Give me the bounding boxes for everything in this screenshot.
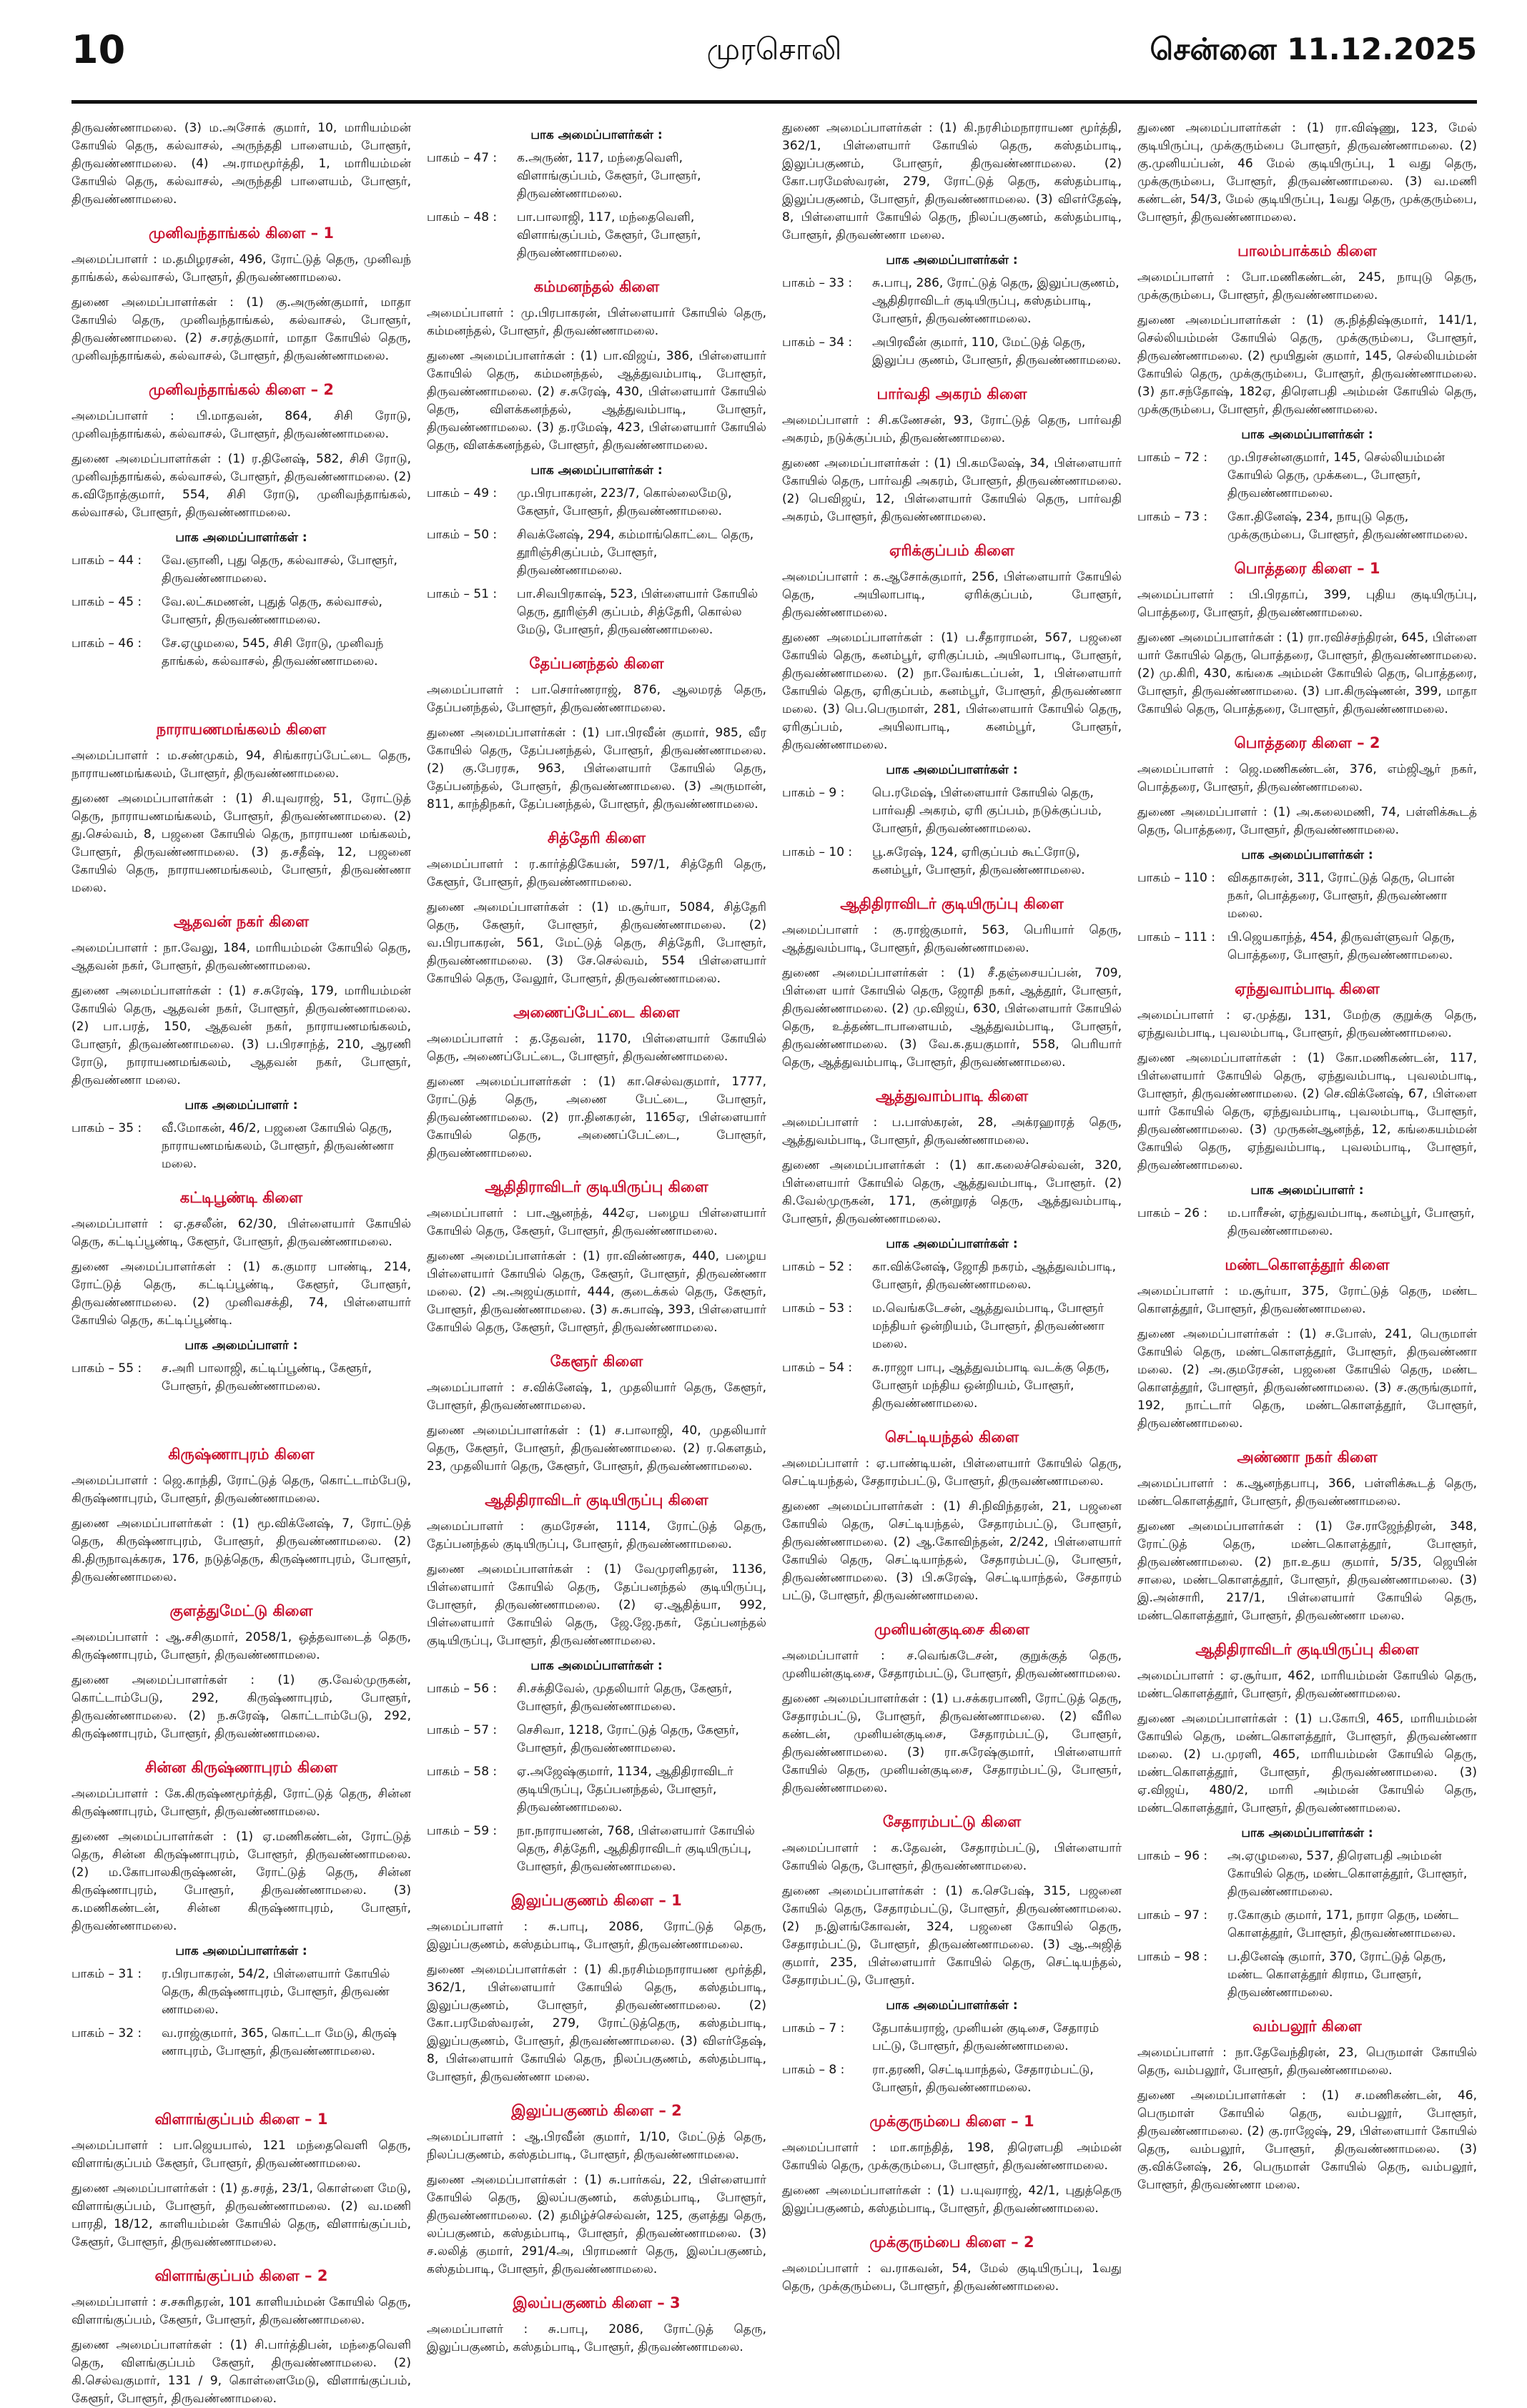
section-title: ஆதிதிராவிடர் குடியிருப்பு கிளை	[840, 895, 1064, 912]
part-list	[782, 275, 1122, 370]
part-label: பாகம் – 32 :	[71, 2026, 142, 2041]
organizer-text: அமைப்பாளர் : நா.வேலு, 184, மாரியம்மன் கோயில் தெரு, ஆதவன் நகர், போளூர், திருவண்ணாமலை.	[71, 941, 411, 973]
organizer-text: அமைப்பாளர் : ஜெ.காந்தி, ரோட்டுத் தெரு, கொட்டாம்பேடு, கிருஷ்ணாபுரம், போளூர், திருவண்ணாமலை.	[71, 1474, 411, 1506]
article-text: துணை அமைப்பாளர்கள் : (1) கி.நரசிம்மநாராயண மூர்த்தி, 362/1, பிள்ளையார் கோயில் தெரு, கஸ்தம்பாடி, இலுப்பகுணம், போளூர், திருவண்ணாமலை. (2) கோ.பரமேஸ்வரன், 279, ரோட்டுத் தெரு, கஸ்தம்பாடி, இலுப்பகுணம், போளூர், திருவண்ணாமலை. (3) விஎர்தேஷ், 8, பிள்ளையார் கோயில் தெரு, நிலப்பகுணம், கஸ்தம்பாடி, போளூர், திருவண்ணா மலை.	[782, 121, 1122, 242]
section-title: அணைப்பேட்டை கிளை	[513, 1004, 680, 1021]
part-row	[1137, 869, 1477, 923]
organizer-text: அமைப்பாளர் : சு.பாபு, 2086, ரோட்டுத் தெரு, இலுப்பகுணம், கஸ்தம்பாடி, போளூர், திருவண்ணாமலை.	[427, 2322, 766, 2354]
organizer-text: அமைப்பாளர் : நா.தேவேந்திரன், 23, பெருமாள் கோயில் தெரு, வம்பலூர், போளூர், திருவண்ணாமலை.	[1137, 2046, 1477, 2078]
part-row	[71, 1360, 411, 1396]
deputy-text: துணை அமைப்பாளர்கள் : (1) ப.சீதாராமன், 567, பஜனை கோயில் தெரு, கனம்பூர், ஏரிகுப்பம், அயிலாபாடி, போளூர், திருவண்ணாமலை. (2) நா.வேங்கடப்பன், 1, பிள்ளையார் கோயில் தெரு, ஏரிகுப்பம், கனம்பூர், போளூர், திருவண்ணா மலை. (3) பெ.பெருமாள், 281, பிள்ளையார் கோயில் தெரு, ஏரிகுப்பம், அயிலாபாடி, கனம்பூர், போளூர், திருவண்ணாமலை.	[782, 631, 1122, 752]
article-text: திருவண்ணாமலை. (3) ம.அசோக் குமார், 10, மாரியம்மன் கோயில் தெரு, கல்வாசல், அருந்ததி பாளையம், போளூர், திருவண்ணாமலை. (4) அ.ராமமூர்த்தி, 1, மாரியம்மன் கோயில் தெரு, கல்வாசல், அருந்ததி பாளையம், போளூர், திருவண்ணாமலை.	[71, 121, 411, 207]
part-row	[71, 552, 411, 588]
deputy-text: துணை அமைப்பாளர்கள் : (1) கோ.மணிகண்டன், 117, பிள்ளையார் கோயில் தெரு, ஏந்துவம்பாடி, புவலம்பாடி, போளூர், திருவண்ணாமலை. (2) செ.விக்னேஷ், 67, பிள்ளை யார் கோயில் தெரு, ஏந்துவம்பாடி, புவலம்பாடி, போளூர், திருவண்ணாமலை. (3) முருகன்ஆனந்த், 12, கங்கையம்மன் கோயில் தெரு, ஏந்துவம்பாடி, புவலம்பாடி, போளூர், திருவண்ணாமலை.	[1137, 1051, 1477, 1173]
organizer-text: அமைப்பாளர் : போ.மணிகண்டன், 245, நாயுடு தெரு, முக்குரும்பை, போளூர், திருவண்ணாமலை.	[1137, 270, 1477, 302]
part-label: பாகம் – 48 :	[427, 210, 498, 224]
section-title: ஆதிதிராவிடர் குடியிருப்பு கிளை	[485, 1491, 708, 1509]
section-title: தேப்பனந்தல் கிளை	[529, 655, 664, 672]
part-row	[782, 2061, 1122, 2097]
part-row	[427, 1822, 766, 1876]
deputy-text: துணை அமைப்பாளர்கள் : (1) க.செபேஷ், 315, பஜனை கோயில் தெரு, சேதாரம்பட்டு, போளூர், திருவண்ணாமலை. (2) ந.இளங்கோவன், 324, பஜனை கோயில் தெரு, சேதாரம்பட்டு, போளூர், திருவண்ணாமலை. (3) ஆ.அஜித் குமார், 235, பிள்ளையார் கோயில் தெரு, செட்டியந்தல், சேதாரம்பட்டு, போளூர்.	[782, 1884, 1122, 1988]
deputy-text: துணை அமைப்பாளர்கள் : (1) வேமுரளிதரன், 1136, பிள்ளையார் கோயில் தெரு, தேப்பனந்தல் குடியிருப்பு, போளூர், திருவண்ணாமலை. (2) ஏ.ஆதித்யா, 992, பிள்ளையார் கோயில் தெரு, ஜே.ஜே.நகர், தேப்பனந்தல் குடியிருப்பு, போளூர், திருவண்ணாமலை.	[427, 1562, 766, 1648]
organizer-text: அமைப்பாளர் : பா.ஜெயபால், 121 மந்தைவெளி தெரு, விளாங்குப்பம் கேளூர், போளூர், திருவண்ணாமலை.	[71, 2138, 411, 2171]
part-label: பாகம் – 7 :	[782, 2021, 845, 2036]
part-row	[1137, 1205, 1477, 1240]
organizer-text: அமைப்பாளர் : ஜெ.மணிகண்டன், 376, எம்ஜிஆர் நகர், பொத்தரை, போளூர், திருவண்ணாமலை.	[1137, 762, 1477, 794]
part-row	[782, 844, 1122, 879]
section-title: பார்வதி அகரம் கிளை	[876, 385, 1027, 403]
section-title: கேளூர் கிளை	[550, 1353, 643, 1370]
part-text: வ.ராஜ்குமார், 365, கொட்டா மேடு, கிருஷ் ணாபுரம், போளூர், திருவண்ணாமலை.	[162, 2026, 397, 2058]
part-row	[782, 1300, 1122, 1353]
organizer-text: அமைப்பாளர் : த.தேவன், 1170, பிள்ளையார் கோயில் தெரு, அணைப்பேட்டை, போளூர், திருவண்ணாமலை.	[427, 1032, 766, 1064]
part-label: பாகம் – 58 :	[427, 1765, 498, 1779]
part-label: பாகம் – 53 :	[782, 1301, 853, 1316]
subheading: பாக அமைப்பாளர்கள் :	[886, 1237, 1018, 1251]
part-row	[427, 1680, 766, 1716]
part-list	[1137, 869, 1477, 964]
deputy-text: துணை அமைப்பாளர்கள் : (1) ச.சுரேஷ், 179, மாரியம்மன் கோயில் தெரு, ஆதவன் நகர், போளூர், திருவண்ணாமலை. (2) பா.பரத், 150, ஆதவன் நகர், நாராயணமங்கலம், போளூர், திருவண்ணாமலை. (3) ப.பிரசாந்த், 210, ஆரணி ரோடு, நாராயணமங்கலம், ஆதவன் நகர், போளூர், திருவண்ணா மலை.	[71, 984, 411, 1087]
deputy-text: துணை அமைப்பாளர்கள் : (1) கா.செல்வகுமார், 1777, ரோட்டுத் தெரு, அணை பேட்டை, போளூர், திருவண்ணாமலை. (2) ரா.தினகரன், 1165ஏ, பிள்ளையார் கோயில் தெரு, அணைப்பேட்டை, போளூர், திருவண்ணாமலை.	[427, 1075, 766, 1160]
part-list	[782, 2020, 1122, 2097]
column-2	[427, 119, 766, 2354]
section-title: ஆதிதிராவிடர் குடியிருப்பு கிளை	[1195, 1641, 1419, 1658]
organizer-text: அமைப்பாளர் : ச.சசுரிதரன், 101 காளியம்மன் கோயில் தெரு, விளாங்குப்பம், கேளூர், போளூர், திருவண்ணாமலை.	[71, 2295, 411, 2327]
organizer-text: அமைப்பாளர் : பா.சொர்ணராஜ், 876, ஆலமரத் தெரு, தேப்பனந்தல், போளூர், திருவண்ணாமலை.	[427, 683, 766, 715]
organizer-text: அமைப்பாளர் : மு.பிரபாகரன், பிள்ளையார் கோயில் தெரு, கம்மனந்தல், போளூர், திருவண்ணாமலை.	[427, 306, 766, 338]
part-list	[71, 552, 411, 671]
subheading: பாக அமைப்பாளர்கள் :	[530, 128, 663, 142]
part-row	[782, 1359, 1122, 1413]
part-row	[427, 149, 766, 203]
section-title: கம்மனந்தல் கிளை	[533, 278, 660, 295]
organizer-text: அமைப்பாளர் : சு.பாபு, 2086, ரோட்டுத் தெரு, இலுப்பகுணம், கஸ்தம்பாடி, போளூர், திருவண்ணாமலை.	[427, 1920, 766, 1952]
section-title: நாராயணமங்கலம் கிளை	[156, 721, 327, 738]
part-row	[782, 784, 1122, 838]
dateline: சென்னை 11.12.2025	[1150, 31, 1477, 66]
part-row	[427, 1722, 766, 1757]
deputy-text: துணை அமைப்பாளர்கள் : (1) சே.ராஜேந்திரன், 348, ரோட்டுத் தெரு, மண்டகொளத்தூர், போளூர், திருவண்ணாமலை. (2) நா.உதய குமார், 5/35, ஜெயின் சாலை, மண்டகொளத்தூர், போளூர், திருவண்ணாமலை. (3) இ.அன்சாரி, 217/1, பிள்ளையார் கோயில் தெரு, மண்டகொளத்தூர், போளூர், திருவண்ணா மலை.	[1137, 1519, 1477, 1623]
part-row	[71, 2025, 411, 2061]
subheading: பாக அமைப்பாளர்கள் :	[530, 463, 663, 478]
part-label: பாகம் – 96 :	[1137, 1849, 1208, 1863]
section-title: சித்தேரி கிளை	[547, 829, 646, 847]
organizer-text: அமைப்பாளர் : சி.கணேசன், 93, ரோட்டுத் தெரு, பார்வதி அகரம், நடுக்குப்பம், திருவண்ணாமலை.	[782, 413, 1122, 445]
section-title: கிருஷ்ணாபுரம் கிளை	[168, 1446, 315, 1463]
part-text: சிவக்னேஷ், 294, கம்மாங்கொட்டை தெரு, தூரிஞ்சிகுப்பம், போளூர், திருவண்ணாமலை.	[517, 528, 754, 578]
deputy-text: துணை அமைப்பாளர்கள் : (1) கா.கலைச்செல்வன், 320, பிள்ளையார் கோயில் தெரு, ஆத்துவம்பாடி, போளூர். (2) கி.வேல்முருகன், 171, குன்றுரத் தெரு, ஆத்துவம்பாடி, போளூர், திருவண்ணாமலை.	[782, 1158, 1122, 1226]
part-label: பாகம் – 55 :	[71, 1361, 142, 1376]
part-text: விகதாசுரன், 311, ரோட்டுத் தெரு, பொன் நகர், பொத்தரை, போளூர், திருவண்ணா மலை.	[1227, 871, 1455, 921]
part-text: ச.அரி பாலாஜி, கட்டிப்பூண்டி, கேளூர், போளூர், திருவண்ணாமலை.	[162, 1361, 372, 1393]
part-label: பாகம் – 54 :	[782, 1361, 853, 1375]
part-list	[427, 1680, 766, 1876]
deputy-text: துணை அமைப்பாளர்கள் : (1) ப.கோபி, 465, மாரியம்மன் கோயில் தெரு, மண்டகொளத்தூர், போளூர், திருவண்ணா மலை. (2) ப.முரளி, 465, மாரியம்மன் கோயில் தெரு, மண்டகொளத்தூர், போளூர், திருவண்ணாமலை. (3) ஏ.விஜய், 480/2, மாரி அம்மன் கோயில் தெரு, மண்டகொளத்தூர், போளூர், திருவண்ணாமலை.	[1137, 1712, 1477, 1815]
organizer-text: அமைப்பாளர் : கு.ராஜ்குமார், 563, பெரியார் தெரு, ஆத்துவம்பாடி, போளூர், திருவண்ணாமலை.	[782, 923, 1122, 955]
deputy-text: துணை அமைப்பாளர்கள் : (1) கு.அருண்குமார், மாதா கோயில் தெரு, முனிவந்தாங்கல், கல்வாசல், போளூர், திருவண்ணாமலை. (2) ச.சரத்குமார், மாதா கோயில் தெரு, முனிவந்தாங்கல், கல்வாசல், போளூர், திருவண்ணாமலை.	[71, 295, 411, 363]
deputy-text: துணை அமைப்பாளர்கள் : (1) சு.பார்கவ், 22, பிள்ளையார் கோயில் தெரு, இலப்பகுணம், கஸ்தம்பாடி, போளூர், திருவண்ணாமலை. (2) தமிழ்ச்செல்வன், 125, குளத்து தெரு, லப்பகுணம், கஸ்தம்பாடி, போளூர், திருவண்ணாமலை. (3) ச.லலித் குமார், 291/4அ, பிராமணர் தெரு, இலப்பகுணம், கஸ்தம்பாடி, போளூர், திருவண்ணாமலை.	[427, 2173, 766, 2276]
part-list	[71, 1965, 411, 2061]
part-text: வே.லட்சுமணன், புதுத் தெரு, கல்வாசல், போளூர், திருவண்ணாமலை.	[162, 595, 382, 627]
page-number: 10	[71, 27, 126, 72]
section-title: இலுப்பகுணம் கிளை – 1	[511, 1892, 682, 1909]
part-text: சு.பாபு, 286, ரோட்டுத் தெரு, இலுப்பகுணம், ஆதிதிராவிடர் குடியிருப்பு, கஸ்தம்பாடி, போளூர், திருவண்ணாமலை.	[872, 276, 1120, 326]
part-text: சி.சக்திவேல், முதலியார் தெரு, கேளூர், போளூர், திருவண்ணாமலை.	[517, 1682, 733, 1714]
part-list	[1137, 449, 1477, 544]
subheading: பாக அமைப்பாளர்கள் :	[1241, 1826, 1373, 1840]
organizer-text: அமைப்பாளர் : ஆ.சசிகுமார், 2058/1, ஒத்தவாடைத் தெரு, கிருஷ்ணாபுரம், போளூர், திருவண்ணாமலை.	[71, 1630, 411, 1662]
organizer-text: அமைப்பாளர் : ம.சூர்யா, 375, ரோட்டுத் தெரு, மண்ட கொளத்தூர், போளூர், திருவண்ணாமலை.	[1137, 1284, 1477, 1316]
part-row	[782, 334, 1122, 370]
part-label: பாகம் – 110 :	[1137, 871, 1215, 885]
part-label: பாகம் – 34 :	[782, 335, 853, 350]
part-text: மு.பிரசன்னகுமார், 145, செல்லியம்மன் கோயில் தெரு, முக்கடை, போளூர், திருவண்ணாமலை.	[1227, 450, 1445, 500]
part-row	[427, 526, 766, 580]
part-list	[1137, 1847, 1477, 2002]
organizer-text: அமைப்பாளர் : க.ஆசோக்குமார், 256, பிள்ளையார் கோயில் தெரு, அயிலாபாடி, ஏரிக்குப்பம், போளூர், திருவண்ணாமலை.	[782, 570, 1122, 620]
part-list	[71, 1360, 411, 1396]
part-row	[427, 485, 766, 520]
part-row	[1137, 508, 1477, 544]
part-row	[71, 593, 411, 629]
part-row	[1137, 449, 1477, 503]
section-title: முனிவந்தாங்கல் கிளை – 1	[149, 224, 334, 242]
deputy-text: துணை அமைப்பாளர்கள் : (1) பா.விஜய், 386, பிள்ளையார் கோயில் தெரு, கம்மனந்தல், ஆத்துவம்பாடி, போளூர், திருவண்ணாமலை. (2) ச.சுரேஷ், 430, பிள்ளையார் கோயில் தெரு, விளக்கனந்தல், ஆத்துவம்பாடி, போளூர், திருவண்ணாமலை. (3) த.ரமேஷ், 423, பிள்ளையார் கோயில் தெரு, விளக்கனந்தல், போளூர், திருவண்ணாமலை.	[427, 349, 766, 453]
section-title: வம்பலூர் கிளை	[1252, 2018, 1362, 2035]
columns	[71, 104, 1477, 2406]
part-text: ம.வெங்கடேசன், ஆத்துவம்பாடி, போளூர் மந்தியர் ஒன்றியம், போளூர், திருவண்ணா மலை.	[872, 1301, 1105, 1351]
subheading: பாக அமைப்பாளர்கள் :	[1241, 848, 1373, 862]
section-title: சேதாரம்பட்டு கிளை	[882, 1813, 1022, 1830]
column-4	[1137, 119, 1477, 2336]
part-text: பெ.ரமேஷ், பிள்ளையார் கோயில் தெரு, பார்வதி அகரம், ஏரி குப்பம், நடுக்குப்பம், போளூர், திருவண்ணாமலை.	[872, 786, 1102, 836]
part-row	[427, 209, 766, 262]
part-list	[1137, 1205, 1477, 1240]
organizer-text: அமைப்பாளர் : ஆ.பிரவீன் குமார், 1/10, மேட்டுத் தெரு, நிலப்பகுணம், கஸ்தம்பாடி, போளூர், திருவண்ணாமலை.	[427, 2130, 766, 2162]
part-text: ர.கோகும் குமார், 171, நாரா தெரு, மண்ட கொளத்தூர், போளூர், திருவண்ணாமலை.	[1227, 1908, 1459, 1940]
part-label: பாகம் – 72 :	[1137, 450, 1208, 465]
part-row	[71, 1965, 411, 2019]
part-text: நா.நாராயணன், 768, பிள்ளையார் கோயில் தெரு, சித்தேரி, ஆதிதிராவிடர் குடியிருப்பு, போளூர், திருவண்ணாமலை.	[517, 1824, 755, 1874]
organizer-text: அமைப்பாளர் : ஏ.முத்து, 131, மேற்கு குறுக்கு தெரு, ஏந்துவம்பாடி, புவலம்பாடி, போளூர், திருவண்ணாமலை.	[1137, 1008, 1477, 1040]
subheading: பாக அமைப்பாளர்கள் :	[886, 1998, 1018, 2013]
part-text: கா.விக்னேஷ், ஜோதி நகரம், ஆத்துவம்பாடி, போளூர், திருவண்ணாமலை.	[872, 1260, 1117, 1292]
part-list	[427, 149, 766, 262]
page-header	[71, 0, 1477, 104]
subheading: பாக அமைப்பாளர் :	[1250, 1183, 1364, 1198]
organizer-text: அமைப்பாளர் : ஏ.சூர்யா, 462, மாரியம்மன் கோயில் தெரு, மண்டகொளத்தூர், போளூர், திருவண்ணாமலை.	[1137, 1669, 1477, 1701]
deputy-text: துணை அமைப்பாளர்கள் : (1) ச.பாலாஜி, 40, முதலியார் தெரு, கேளூர், போளூர், திருவண்ணாமலை. (2) ர.கௌதம், 23, முதலியார் தெரு, கேளூர், போளூர், திருவண்ணாமலை.	[427, 1423, 766, 1474]
article-text: துணை அமைப்பாளர்கள் : (1) ரா.விஷ்ணு, 123, மேல் குடியிருப்பு, முக்குரும்பை போளூர், திருவண்ணாமலை. (2) கு.முனியப்பன், 46 மேல் குடியிருப்பு, 1 வது தெரு, முக்குரும்பை, போளூர், திருவண்ணாமலை. (3) வ.மணி கண்டன், 54/3, மேல் குடியிருப்பு, 1வது தெரு, முக்குரும்பை, போளூர், திருவண்ணாமலை.	[1137, 121, 1477, 224]
organizer-text: அமைப்பாளர் : மா.காந்தித், 198, திரௌபதி அம்மன் கோயில் தெரு, முக்குரும்பை, போளூர், திருவண்ணாமலை.	[782, 2141, 1122, 2173]
part-label: பாகம் – 59 :	[427, 1824, 498, 1838]
deputy-text: துணை அமைப்பாளர்கள் : (1) கி.நரசிம்மநாராயண மூர்த்தி, 362/1, பிள்ளையார் கோயில் தெரு, கஸ்தம்பாடி, இலுப்பகுணம், போளூர், திருவண்ணாமலை. (2) கோ.பரமேஸ்வரன், 279, ரோட்டுத்தெரு, கஸ்தம்பாடி, இலுப்பகுணம், போளூர், திருவண்ணாமலை. (3) விஎர்தேஷ், 8, பிள்ளையார் கோயில் தெரு, நிலப்பகுணம், கஸ்தம்பாடி, போளூர், திருவண்ணா மலை.	[427, 1963, 766, 2084]
masthead: முரசொலி	[706, 31, 842, 66]
part-text: பா.சிவபிரகாஷ், 523, பிள்ளையார் கோயில் தெரு, தூரிஞ்சி குப்பம், சித்தேரி, கொல்ல மேடு, போளூர், திருவண்ணாமலை.	[517, 587, 758, 637]
part-label: பாகம் – 9 :	[782, 786, 845, 800]
organizer-text: அமைப்பாளர் : ர.கார்த்திகேயன், 597/1, சித்தேரி தெரு, கேளூர், போளூர், திருவண்ணாமலை.	[427, 857, 766, 889]
part-text: அ.ஏழுமலை, 537, திரௌபதி அம்மன் கோயில் தெரு, மண்டகொளத்தூர், போளூர், திருவண்ணாமலை.	[1227, 1849, 1468, 1899]
part-text: மு.பிரபாகரன், 223/7, கொல்லைமேடு, கேளூர், போளூர், திருவண்ணாமலை.	[517, 486, 732, 518]
organizer-text: அமைப்பாளர் : வ.ராகவன், 54, மேல் குடியிருப்பு, 1வது தெரு, முக்குரும்பை, போளூர், திருவண்ணாமலை.	[782, 2261, 1122, 2294]
subheading: பாக அமைப்பாளர்கள் :	[1241, 428, 1373, 442]
section-title: பாலம்பாக்கம் கிளை	[1237, 242, 1377, 260]
deputy-text: துணை அமைப்பாளர்கள் : (1) சீ.தஞ்சையப்பன், 709, பிள்ளை யார் கோயில் தெரு, ஜோதி நகர், ஆத்தூர், போளூர், திருவண்ணாமலை. (2) மு.விஜய், 630, பிள்ளையார் கோயில் தெரு, உத்தண்டாபாளையம், ஆத்துவம்பாடி, போளூர், திருவண்ணாமலை. (3) வே.க.தயகுமார், 558, பெரியார் தெரு, ஆத்துவம்பாடி, போளூர், திருவண்ணாமலை.	[782, 966, 1122, 1070]
part-label: பாகம் – 51 :	[427, 587, 498, 601]
section-title: முக்குரும்பை கிளை – 1	[869, 2113, 1034, 2130]
part-label: பாகம் – 26 :	[1137, 1206, 1208, 1220]
part-row	[1137, 1847, 1477, 1901]
part-label: பாகம் – 98 :	[1137, 1950, 1208, 1964]
part-text: ரா.தரணி, செட்டியாந்தல், சேதாரம்பட்டு, போளூர், திருவண்ணாமலை.	[872, 2063, 1094, 2095]
organizer-text: அமைப்பாளர் : குமரேசன், 1114, ரோட்டுத் தெரு, தேப்பனந்தல் குடியிருப்பு, போளூர், திருவண்ணாமலை.	[427, 1519, 766, 1551]
deputy-text: துணை அமைப்பாளர்கள் : (1) ப.சக்கரபாணி, ரோட்டுத் தெரு, சேதாரம்பட்டு, போளூர், திருவண்ணாமலை. (2) வீரில கண்டன், முனியன்குடிசை, சேதாரம்பட்டு, போளூர், திருவண்ணாமலை. (3) ரா.சுரேஷ்குமார், பிள்ளையார் கோயில் தெரு, முனியன்குடிசை, சேதாரம்பட்டு, போளூர், திருவண்ணாமலை.	[782, 1692, 1122, 1795]
part-text: க.அருண், 117, மந்தைவெளி, விளாங்குப்பம், கேளூர், போளூர், திருவண்ணாமலை.	[517, 151, 701, 201]
deputy-text: துணை அமைப்பாளர்கள் : (1) கு.வேல்முருகன், கொட்டாம்பேடு, 292, கிருஷ்ணாபுரம், போளூர், திருவண்ணாமலை. (2) ந.சுரேஷ், கொட்டாம்பேடு, 292, கிருஷ்ணாபுரம், போளூர், திருவண்ணாமலை.	[71, 1673, 411, 1741]
part-row	[427, 1763, 766, 1817]
part-text: ப.தினேஷ் குமார், 370, ரோட்டுத் தெரு, மண்ட கொளத்தூர் கிராம, போளூர், திருவண்ணாமலை.	[1227, 1950, 1446, 2000]
section-title: முனிவந்தாங்கல் கிளை – 2	[149, 381, 334, 398]
part-label: பாகம் – 31 :	[71, 1967, 142, 1981]
part-row	[1137, 1907, 1477, 1943]
deputy-text: துணை அமைப்பாளர்கள் : (1) ஏ.மணிகண்டன், ரோட்டுத் தெரு, சின்ன கிருஷ்ணாபுரம், போளூர், திருவண்ணாமலை. (2) ம.கோபாலகிருஷ்ணன், ரோட்டுத் தெரு, சின்ன கிருஷ்ணாபுரம், போளூர், திருவண்ணாமலை. (3) க.மணிகண்டன், சின்ன கிருஷ்ணாபுரம், போளூர், திருவண்ணாமலை.	[71, 1830, 411, 1933]
deputy-text: துணை அமைப்பாளர்கள் : (1) மூ.விக்னேஷ், 7, ரோட்டுத் தெரு, கிருஷ்ணாபுரம், போளூர், திருவண்ணாமலை. (2) கி.திருநாவுக்கரசு, 176, நடுத்தெரு, கிருஷ்ணாபுரம், போளூர், திருவண்ணாமலை.	[71, 1516, 411, 1584]
column-1	[71, 119, 411, 2406]
part-text: வீ.மோகன், 46/2, பஜனை கோயில் தெரு, நாராயணமங்கலம், போளூர், திருவண்ணா மலை.	[162, 1121, 394, 1171]
part-text: தேபாக்யராஜ், முனியன் குடிசை, சேதாரம் பட்டு, போளூர், திருவண்ணாமலை.	[872, 2021, 1099, 2053]
part-row	[782, 2020, 1122, 2056]
part-list	[71, 1120, 411, 1173]
part-text: கோ.தினேஷ், 234, நாயுடு தெரு, முக்குரும்பை, போளூர், திருவண்ணாமலை.	[1227, 510, 1468, 542]
section-title: செட்டியந்தல் கிளை	[884, 1428, 1019, 1446]
section-title: குளத்துமேட்டு கிளை	[169, 1602, 313, 1619]
section-title: முனியன்குடிசை கிளை	[874, 1621, 1029, 1638]
part-row	[1137, 929, 1477, 964]
deputy-text: துணை அமைப்பாளர்கள் : (1) ச.மணிகண்டன், 46, பெருமாள் கோயில் தெரு, வம்பலூர், போளூர், திருவண்ணாமலை. (2) கு.ராஜேஷ், 29, பிள்ளையார் கோயில் தெரு, வம்பலூர், போளூர், திருவண்ணாமலை. (3) கு.விக்னேஷ், 26, பெருமாள் கோயில் தெரு, வம்பலூர், போளூர், திருவண்ணா மலை.	[1137, 2088, 1477, 2192]
deputy-text: துணை அமைப்பாளர்கள் : (1) கு.நித்திஷ்குமார், 141/1, செல்லியம்மன் கோயில் தெரு, முக்குரும்பை, போளூர், திருவண்ணாமலை. (2) மூயிதுன் குமார், 145, செல்லியம்மன் கோயில் தெரு, முக்குரும்பை, போளூர், திருவண்ணாமலை. (3) தா.சந்தோஷ், 182ஏ, திரௌபதி அம்மன் கோயில் தெரு, முக்குரும்பை, போளூர், திருவண்ணாமலை.	[1137, 313, 1477, 417]
part-text: அபிரவீன் குமார், 110, மேட்டுத் தெரு, இலுப்ப குணம், போளூர், திருவண்ணாமலை.	[872, 335, 1122, 367]
part-label: பாகம் – 8 :	[782, 2063, 845, 2077]
part-label: பாகம் – 49 :	[427, 486, 498, 500]
organizer-text: அமைப்பாளர் : ஏ.பாண்டியன், பிள்ளையார் கோயில் தெரு, செட்டியந்தல், சேதாரம்பட்டு, போளூர், திருவண்ணாமலை.	[782, 1456, 1122, 1489]
deputy-text: துணை அமைப்பாளர்கள் : (1) பா.பிரவீன் குமார், 985, வீர கோயில் தெரு, தேப்பனந்தல், போளூர், திருவண்ணாமலை. (2) கு.பேரரசு, 963, பிள்ளையார் கோயில் தெரு, தேப்பனந்தல், போளூர், திருவண்ணாமலை. (3) அருமான், 811, காந்திநகர், தேப்பனந்தல், போளூர், திருவண்ணாமலை.	[427, 726, 766, 811]
section-title: ஆதவன் நகர் கிளை	[173, 913, 310, 930]
part-text: பா.பாலாஜி, 117, மந்தைவெளி, விளாங்குப்பம், கேளூர், போளூர், திருவண்ணாமலை.	[517, 210, 701, 260]
section-title: ஆதிதிராவிடர் குடியிருப்பு கிளை	[485, 1178, 708, 1195]
part-text: வே.ஞானி, புது தெரு, கல்வாசல், போளூர், திருவண்ணாமலை.	[162, 553, 397, 586]
organizer-text: அமைப்பாளர் : பி.பிரதாப், 399, புதிய குடியிருப்பு, பொத்தரை, போளூர், திருவண்ணாமலை.	[1137, 588, 1477, 620]
deputy-text: துணை அமைப்பாளர்கள் : (1) சி.நிவிந்தரன், 21, பஜனை கோயில் தெரு, செட்டியந்தல், சேதாரம்பட்டு, போளூர், திருவண்ணாமலை. (2) ஆ.கோவிந்தன், 2/242, பிள்ளையார் கோயில் தெரு, செட்டியாந்தல், சேதாரம்பட்டு, போளூர், திருவண்ணாமலை. (3) பி.சுரேஷ், செட்டியாந்தல், சேதாரம் பட்டு, போளூர், திருவண்ணாமலை.	[782, 1499, 1122, 1603]
section-title: இலுப்பகுணம் கிளை – 2	[511, 2102, 682, 2119]
organizer-text: அமைப்பாளர் : ச.விக்னேஷ், 1, முதலியார் தெரு, கேளூர், போளூர், திருவண்ணாமலை.	[427, 1381, 766, 1413]
deputy-text: துணை அமைப்பாளர்கள் : (1) ம.சூர்யா, 5084, சித்தேரி தெரு, கேளூர், போளூர், திருவண்ணாமலை. (2) வ.பிரபாகரன், 561, மேட்டுத் தெரு, சித்தேரி, போளூர், திருவண்ணாமலை. (3) சே.செல்வம், 554 பிள்ளையார் கோயில் தெரு, வேலூர், போளூர், திருவண்ணாமலை.	[427, 900, 766, 986]
part-text: சே.ஏழுமலை, 545, சிசி ரோடு, முனிவந் தாங்கல், கல்வாசல், திருவண்ணாமலை.	[162, 636, 384, 668]
section-title: ஏரிக்குப்பம் கிளை	[889, 542, 1014, 559]
organizer-text: அமைப்பாளர் : ப.பாஸ்கரன், 28, அக்ரஹாரத் தெரு, ஆத்துவம்பாடி, போளூர், திருவண்ணாமலை.	[782, 1115, 1122, 1148]
deputy-text: துணை அமைப்பாளர்கள் : (1) க.குமார பாண்டி, 214, ரோட்டுத் தெரு, கட்டிப்பூண்டி, கேளூர், போளூர், திருவண்ணாமலை. (2) முனிவசக்தி, 74, பிள்ளையார் கோயில் தெரு, கட்டிப்பூண்டி.	[71, 1260, 411, 1328]
part-label: பாகம் – 52 :	[782, 1260, 853, 1274]
part-row	[71, 1120, 411, 1173]
deputy-text: துணை அமைப்பாளர்கள் : (1) சி.யுவராஜ், 51, ரோட்டுத் தெரு, நாராயணமங்கலம், போளூர், திருவண்ணாமலை. (2) து.செல்வம், 8, பஜனை கோயில் தெரு, நாராயண மங்கலம், போளூர், திருவண்ணாமலை. (3) த.சதீஷ், 12, பஜனை கோயில் தெரு, நாராயணமங்கலம், போளூர், திருவண்ணா மலை.	[71, 791, 411, 895]
subheading: பாக அமைப்பாளர்கள் :	[175, 531, 307, 545]
deputy-text: துணை அமைப்பாளர்கள் : (1) ரா.ரவிச்சந்திரன், 645, பிள்ளை யார் கோயில் தெரு, பொத்தரை, போளூர், திருவண்ணாமலை. (2) மு.கிரி, 430, கங்கை அம்மன் கோயில் தெரு, பொத்தரை, போளூர், திருவண்ணாமலை. (3) பா.கிருஷ்ணன், 399, மாதா கோயில் தெரு, பொத்தரை, போளூர், திருவண்ணாமலை.	[1137, 631, 1477, 716]
part-text: பூ.சுரேஷ், 124, ஏரிகுப்பம் கூட்ரோடு, கனம்பூர், போளூர், திருவண்ணாமலை.	[872, 845, 1085, 877]
section-title: ஏந்துவாம்பாடி கிளை	[1235, 980, 1380, 997]
deputy-text: துணை அமைப்பாளர்கள் : (1) த.சரத், 23/1, கொள்ளை மேடு, விளாங்குப்பம், போளூர், திருவண்ணாமலை. (2) வ.மணி பாரதி, 18/12, காளியம்மன் கோயில் தெரு, விளாங்குப்பம், கேளூர், போளூர், திருவண்ணாமலை.	[71, 2181, 411, 2249]
part-label: பாகம் – 45 :	[71, 595, 142, 609]
part-text: ர.பிரபாகரன், 54/2, பிள்ளையார் கோயில் தெரு, கிருஷ்ணாபுரம், போளூர், திருவண் ணாமலை.	[162, 1967, 390, 2017]
part-label: பாகம் – 111 :	[1137, 930, 1215, 944]
section-title: அண்ணா நகர் கிளை	[1237, 1449, 1378, 1466]
part-list	[427, 485, 766, 639]
part-label: பாகம் – 73 :	[1137, 510, 1208, 524]
part-label: பாகம் – 47 :	[427, 151, 498, 165]
subheading: பாக அமைப்பாளர்கள் :	[886, 763, 1018, 777]
deputy-text: துணை அமைப்பாளர்கள் : (1) பி.கமலேஷ், 34, பிள்ளையார் கோயில் தெரு, பார்வதி அகரம், போளூர், திருவண்ணாமலை. (2) பெவிஜய், 12, பிள்ளையார் கோயில் தெரு, பார்வதி அகரம், போளூர், திருவண்ணாமலை.	[782, 456, 1122, 524]
part-text: செசிவா, 1218, ரோட்டுத் தெரு, கேளூர், போளூர், திருவண்ணாமலை.	[517, 1723, 739, 1755]
organizer-text: அமைப்பாளர் : ம.தமிழரசன், 496, ரோட்டுத் தெரு, முனிவந் தாங்கல், கல்வாசல், போளூர், திருவண்ணாமலை.	[71, 252, 411, 285]
subheading: பாக அமைப்பாளர்கள் :	[886, 253, 1018, 267]
column-3	[782, 119, 1122, 2336]
section-title: முக்குரும்பை கிளை – 2	[869, 2234, 1034, 2251]
part-text: ம.பாரீசன், ஏந்துவம்பாடி, கனம்பூர், போளூர், திருவண்ணாமலை.	[1227, 1206, 1475, 1238]
organizer-text: அமைப்பாளர் : க.தேவன், சேதாரம்பட்டு, பிள்ளையார் கோயில் தெரு, போளூர், திருவண்ணாமலை.	[782, 1841, 1122, 1873]
part-row	[782, 275, 1122, 328]
organizer-text: அமைப்பாளர் : ஏ.தசலீன், 62/30, பிள்ளையார் கோயில் தெரு, கட்டிப்பூண்டி, கேளூர், போளூர், திருவண்ணாமலை.	[71, 1217, 411, 1249]
part-list	[782, 1258, 1122, 1413]
section-title: ஆத்துவாம்பாடி கிளை	[875, 1087, 1029, 1105]
organizer-text: அமைப்பாளர் : ம.சண்முகம், 94, சிங்காரப்பேட்டை தெரு, நாராயணமங்கலம், போளூர், திருவண்ணாமலை.	[71, 749, 411, 781]
part-label: பாகம் – 57 :	[427, 1723, 498, 1737]
deputy-text: துணை அமைப்பாளர்கள் : (1) ரா.விண்ணரசு, 440, பழைய பிள்ளையார் கோயில் தெரு, கேளூர், போளூர், திருவண்ணா மலை. (2) அ.அஜய்குமார், 444, குடைக்கல் தெரு, கேளூர், போளூர், திருவண்ணாமலை. (3) சு.சுபாஷ், 393, பிள்ளையார் கோயில் தெரு, கேளூர், போளூர், திருவண்ணாமலை.	[427, 1249, 766, 1335]
section-title: இலப்பகுணம் கிளை – 3	[513, 2294, 681, 2311]
part-text: பி.ஜெயகாந்த், 454, திருவள்ளுவர் தெரு, பொத்தரை, போளூர், திருவண்ணாமலை.	[1227, 930, 1455, 962]
organizer-text: அமைப்பாளர் : பி.மாதவன், 864, சிசி ரோடு, முனிவந்தாங்கல், கல்வாசல், போளூர், திருவண்ணாமலை.	[71, 409, 411, 441]
section-title: மண்டகொளத்தூர் கிளை	[1225, 1256, 1390, 1273]
part-text: ஏ.அஜேஷ்குமார், 1134, ஆதிதிராவிடர் குடியிருப்பு, தேப்பனந்தல், போளூர், திருவண்ணாமலை.	[517, 1765, 733, 1815]
part-label: பாகம் – 50 :	[427, 528, 498, 542]
deputy-text: துணை அமைப்பாளர்கள் : (1) ர.தினேஷ், 582, சிசி ரோடு, முனிவந்தாங்கல், கல்வாசல், போளூர், திருவண்ணாமலை. (2) க.விநோத்குமார், 554, சிசி ரோடு, முனிவந்தாங்கல், கல்வாசல், போளூர், திருவண்ணாமலை.	[71, 452, 411, 520]
part-label: பாகம் – 33 :	[782, 276, 853, 290]
organizer-text: அமைப்பாளர் : பா.ஆனந்த், 442ஏ, பழைய பிள்ளையார் கோயில் தெரு, கேளூர், போளூர், திருவண்ணாமலை.	[427, 1206, 766, 1238]
organizer-text: அமைப்பாளர் : ச.வெங்கடேசன், குறுக்குத் தெரு, முனியன்குடிசை, சேதாரம்பட்டு, போளூர், திருவண்ணாமலை.	[782, 1649, 1122, 1681]
part-label: பாகம் – 97 :	[1137, 1908, 1208, 1923]
part-label: பாகம் – 46 :	[71, 636, 142, 651]
subheading: பாக அமைப்பாளர் :	[184, 1338, 298, 1353]
subheading: பாக அமைப்பாளர் :	[184, 1098, 298, 1112]
part-label: பாகம் – 10 :	[782, 845, 853, 859]
deputy-text: துணை அமைப்பாளர் : (1) அ.கலைமணி, 74, பள்ளிக்கூடத் தெரு, பொத்தரை, போளூர், திருவண்ணாமலை.	[1137, 805, 1477, 837]
part-row	[71, 635, 411, 671]
part-label: பாகம் – 44 :	[71, 553, 142, 568]
part-label: பாகம் – 35 :	[71, 1121, 142, 1135]
part-text: சு.ராஜா பாபு, ஆத்துவம்பாடி வடக்கு தெரு, போளூர் மந்திய ஒன்றியம், போளூர், திருவண்ணாமலை.	[872, 1361, 1110, 1411]
section-title: விளாங்குப்பம் கிளை – 1	[154, 2111, 328, 2128]
organizer-text: அமைப்பாளர் : கே.கிருஷ்ணமூர்த்தி, ரோட்டுத் தெரு, சின்ன கிருஷ்ணாபுரம், போளூர், திருவண்ணாமலை.	[71, 1787, 411, 1819]
part-row	[782, 1258, 1122, 1294]
section-title: பொத்தரை கிளை – 2	[1234, 734, 1380, 751]
part-list	[782, 784, 1122, 879]
section-title: சின்ன கிருஷ்ணாபுரம் கிளை	[144, 1759, 338, 1776]
part-label: பாகம் – 56 :	[427, 1682, 498, 1696]
deputy-text: துணை அமைப்பாளர்கள் : (1) சி.பார்த்திபன், மந்தைவெளி தெரு, விளங்குப்பம் கேளூர், திருவண்ணாமலை. (2) கி.செல்வகுமார், 131 / 9, கொள்ளைமேடு, விளாங்குப்பம், கேளூர், போளூர், திருவண்ணாமலை.	[71, 2338, 411, 2406]
part-row	[1137, 1948, 1477, 2002]
subheading: பாக அமைப்பாளர்கள் :	[175, 1944, 307, 1958]
deputy-text: துணை அமைப்பாளர்கள் : (1) ச.போஸ், 241, பெருமாள் கோயில் தெரு, மண்டகொளத்தூர், போளூர், திருவண்ணா மலை. (2) அ.குமரேசன், பஜனை கோயில் தெரு, மண்ட கொளத்தூர், போளூர், திருவண்ணாமலை. (3) ச.குருங்குமார், 192, நாட்டார் தெரு, மண்டகொளத்தூர், போளூர், திருவண்ணாமலை.	[1137, 1327, 1477, 1431]
part-row	[427, 586, 766, 639]
section-title: கட்டிபூண்டி கிளை	[179, 1189, 303, 1206]
subheading: பாக அமைப்பாளர்கள் :	[530, 1659, 663, 1673]
section-title: விளாங்குப்பம் கிளை – 2	[154, 2267, 328, 2284]
section-title: பொத்தரை கிளை – 1	[1234, 560, 1380, 577]
organizer-text: அமைப்பாளர் : க.ஆனந்தபாபு, 366, பள்ளிக்கூடத் தெரு, மண்டகொளத்தூர், போளூர், திருவண்ணாமலை.	[1137, 1476, 1477, 1509]
deputy-text: துணை அமைப்பாளர்கள் : (1) ப.யுவராஜ், 42/1, புதுத்தெரு இலுப்பகுணம், கஸ்தம்பாடி, போளூர், திருவண்ணாமலை.	[782, 2184, 1122, 2216]
